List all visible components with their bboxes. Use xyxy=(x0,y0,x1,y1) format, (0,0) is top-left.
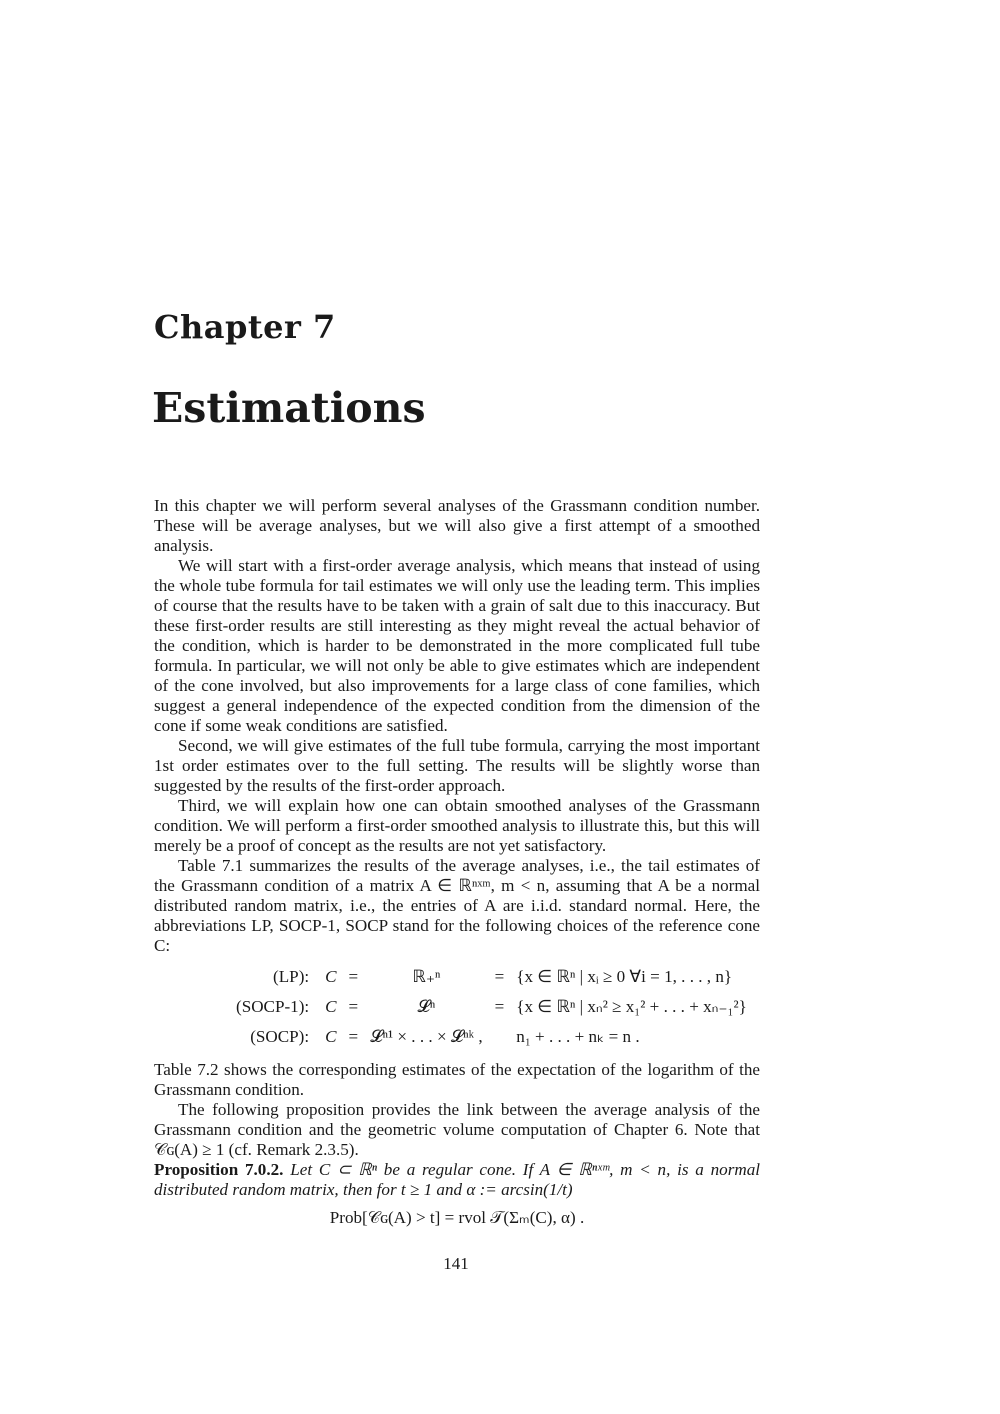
equation-equals: = xyxy=(348,997,359,1016)
chapter-body xyxy=(154,496,760,1228)
equation-equals xyxy=(489,1022,511,1052)
equation-mid: 𝓛ⁿ xyxy=(417,997,436,1016)
paragraph-table-summary: Table 7.1 summarizes the results of the average analyses, i.e., the tail estimates of the Grassmann condition of a matrix A ∈ ℝⁿˣᵐ, m < n, assuming that A be a normal distributed random matrix, i.e., the entries of A are i.i.d. standard normal. Here, the abbreviations LP, SOCP-1, SOCP stand for the following choices of the reference cone C: xyxy=(154,856,760,955)
paragraph-first-order: We will start with a first-order average analysis, which means that instead of using the whole tube formula for tail estimates we will only use the leading term. This implies of course that the results have to be taken with a grain of salt due to this inaccuracy. But these first-order results are still interesting as they might reveal the actual behavior of the condition, which is harder to be demonstrated in the more complicated full tube formula. In particular, we will not only be able to give estimates which are independent of the cone involved, but also improvements for a large class of cone families, which suggest a general independence of the expected condition from the dimension of the cone if some weak conditions are satisfied. xyxy=(154,556,760,735)
paragraph-intro: In this chapter we will perform several analyses of the Grassmann condition number. These will be average analyses, but we will also give a first attempt of a smoothed analysis. xyxy=(154,496,760,555)
paragraph-smoothed: Third, we will explain how one can obtain smoothed analyses of the Grassmann condition. We will perform a first-order smoothed analysis to illustrate this, but this will merely be a proof of concept as the results are not yet satisfactory. xyxy=(154,796,760,855)
equation-lhs: C xyxy=(325,1027,337,1046)
equation-row-lp xyxy=(230,962,753,992)
equation-label: (SOCP): xyxy=(250,1027,310,1046)
paragraph-table-7-2: Table 7.2 shows the corresponding estimates of the expectation of the logarithm of the Grassmann condition. xyxy=(154,1060,760,1099)
equation-equals: = xyxy=(494,967,505,986)
equation-rhs: {x ∈ ℝⁿ | xᵢ ≥ 0 ∀i = 1, . . . , n} xyxy=(516,967,733,986)
equation-equals: = xyxy=(494,997,505,1016)
proposition xyxy=(154,1160,760,1200)
paragraph-full-tube: Second, we will give estimates of the full tube formula, carrying the most important 1st order estimates over to the full setting. The results will be slightly worse than suggested by the results of the first-order approach. xyxy=(154,736,760,795)
paragraph-link: The following proposition provides the link between the average analysis of the Grassmann condition and the geometric volume computation of Chapter 6. Note that 𝒞ɢ(A) ≥ 1 (cf. Remark 2.3.5). xyxy=(154,1100,760,1159)
equation-row-socp1 xyxy=(230,992,753,1022)
chapter-label: Chapter 7 xyxy=(154,308,336,346)
proposition-heading: Proposition 7.0.2. xyxy=(154,1160,284,1179)
equation-mid: 𝓛ⁿ¹ × . . . × 𝓛ⁿᵏ , xyxy=(370,1027,483,1046)
cone-definitions xyxy=(230,962,753,1052)
equation-mid: ℝ₊ⁿ xyxy=(412,967,441,986)
equation-rhs: n₁ + . . . + nₖ = n . xyxy=(516,1027,640,1046)
equation-equals: = xyxy=(348,967,359,986)
equation-label: (SOCP-1): xyxy=(236,997,310,1016)
equation-row-socp xyxy=(230,1022,753,1052)
equation-rhs: {x ∈ ℝⁿ | xₙ² ≥ x₁² + . . . + xₙ₋₁²} xyxy=(516,997,747,1016)
equation-equals: = xyxy=(348,1027,359,1046)
proposition-display-equation: Prob[𝒞ɢ(A) > t] = rvol 𝒯(Σₘ(C), α) . xyxy=(329,1208,585,1227)
equation-label: (LP): xyxy=(273,967,310,986)
equation-lhs: C xyxy=(325,967,337,986)
equation-lhs: C xyxy=(325,997,337,1016)
page-number: 141 xyxy=(443,1254,469,1273)
proposition-body: Let C ⊂ ℝⁿ be a regular cone. If A ∈ ℝⁿˣᵐ, m < n, is a normal distributed random matrix, then for t ≥ 1 and α := arcsin(1/t) xyxy=(154,1160,761,1199)
chapter-title: Estimations xyxy=(152,384,426,432)
